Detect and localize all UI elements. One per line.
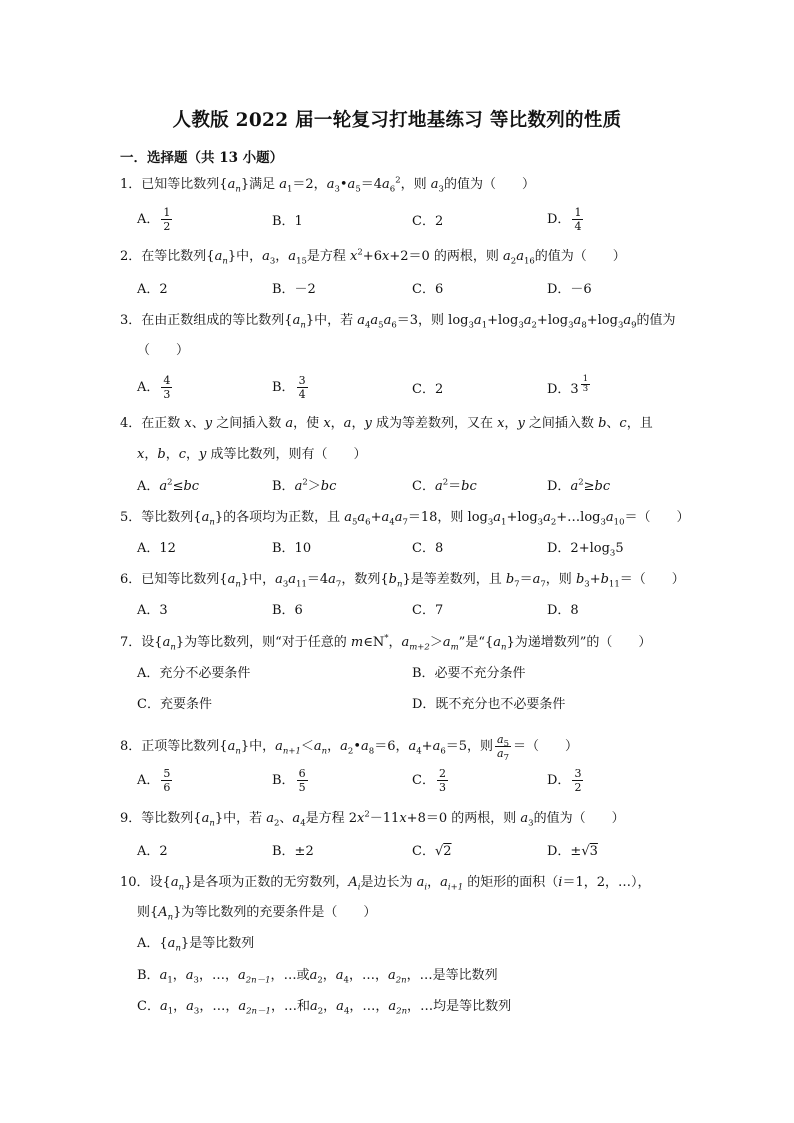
- q4-option-c: C．$a^2=bc$: [412, 477, 477, 494]
- q4-option-a: A．$a^2\le bc$: [137, 477, 200, 494]
- q9-option-a: A．2: [137, 844, 168, 859]
- question-3: 3．在由正数组成的等比数列$\{a_n\}$中，若 $a_4a_5a_6=3$，则 $\log_3a_1+\log_3a_2+\log_3a_8+\log_3a_9$的值为: [120, 313, 676, 331]
- q2-option-a: A．2: [137, 282, 168, 297]
- q1-option-b: B．1: [272, 214, 303, 229]
- q8-option-c: C． $\frac{2}{3}$: [412, 767, 446, 794]
- q5-option-b: B．10: [272, 541, 312, 556]
- q2-option-c: C．6: [412, 282, 444, 297]
- q7-option-c: C．充要条件: [137, 697, 212, 712]
- q5-option-d: D．$2+\log_35$: [547, 541, 624, 559]
- question-10-cont: 则$\{A_n\}$为等比数列的充要条件是（ ）: [137, 905, 377, 923]
- question-9: 9．等比数列$\{a_n\}$中，若 $a_2$、$a_4$是方程 $2x^2-11x+8=0$ 的两根，则 $a_3$的值为（ ）: [120, 809, 625, 829]
- q10-option-a: A．$\{a_n\}$是等比数列: [137, 936, 255, 954]
- q3-option-b: B． $\frac{3}{4}$: [272, 374, 306, 401]
- q7-option-d: D．既不充分也不必要条件: [412, 697, 566, 712]
- q4-option-b: B．$a^2>bc$: [272, 477, 337, 494]
- q6-option-b: B．6: [272, 603, 303, 618]
- q8-option-b: B． $\frac{6}{5}$: [272, 767, 306, 794]
- q1-option-a: A． $\frac{1}{2}$: [137, 206, 171, 233]
- q9-option-d: D．±√3: [547, 844, 598, 859]
- q10-option-c: C．$a_1$，$a_3$，…，$a_{2n-1}$，…和$a_2$，$a_4$，…，$a_{2n}$，…均是等比数列: [137, 999, 512, 1017]
- q6-option-a: A．3: [137, 603, 168, 618]
- question-2: 2．在等比数列$\{a_n\}$中，$a_3$，$a_{15}$是方程 $x^2+6x+2=0$ 的两根，则 $a_2a_{16}$的值为（ ）: [120, 247, 626, 267]
- q1-option-d: D． $\frac{1}{4}$: [547, 206, 582, 233]
- question-1: 1．已知等比数列$\{a_n\}$满足 $a_1=2$，$a_3•a_5=4a_6^2$，则 $a_3$的值为（ ）: [120, 175, 535, 195]
- page-title: 人教版 2022 届一轮复习打地基练习 等比数列的性质: [172, 110, 622, 131]
- question-5: 5．等比数列$\{a_n\}$的各项均为正数，且 $a_5a_6+a_4a_7=18$，则 $\log_3a_1+\log_3a_2+\dots\log_3a_{10}=$（ ）: [120, 510, 690, 528]
- q9-option-c: C．√2: [412, 844, 452, 859]
- q6-option-d: D．8: [547, 603, 579, 618]
- q8-option-a: A． $\frac{5}{6}$: [137, 767, 171, 794]
- q10-option-b: B．$a_1$，$a_3$，…，$a_{2n-1}$，…或$a_2$，$a_4$，…，$a_{2n}$，…是等比数列: [137, 968, 498, 986]
- q2-option-d: D．－6: [547, 282, 592, 297]
- q5-option-c: C．8: [412, 541, 444, 556]
- question-4: 4．在正数 x、y 之间插入数 a，使 x，a，y 成为等差数列，又在 x，y 之间插入数 b、c，且: [120, 416, 653, 431]
- question-8: 8．正项等比数列$\{a_n\}$中，$a_{n+1}<a_n$，$a_2•a_8=6$，$a_4+a_6=5$，则 $\frac{a_5}{a_7}$ ＝（ ）: [120, 733, 579, 764]
- question-7: 7．设$\{a_n\}$为等比数列，则“对于任意的 m∈N*，$a_{m+2}>a_m$”是“$\{a_n\}$为递增数列”的（ ）: [120, 633, 652, 653]
- q7-option-b: B．必要不充分条件: [412, 666, 526, 681]
- q8-option-d: D． $\frac{3}{2}$: [547, 767, 582, 794]
- question-6: 6．已知等比数列$\{a_n\}$中，$a_3a_{11}=4a_7$，数列$\{b_n\}$是等差数列，且 $b_7=a_7$，则 $b_3+b_{11}=$（ ）: [120, 572, 685, 590]
- q2-option-b: B．－2: [272, 282, 316, 297]
- q3-option-d: D．3 $\frac{1}{3}$: [547, 374, 589, 397]
- q3-option-c: C．2: [412, 382, 444, 397]
- q7-option-a: A．充分不必要条件: [137, 666, 251, 681]
- question-10: 10．设$\{a_n\}$是各项为正数的无穷数列，$A_i$是边长为 $a_i$，$a_{i+1}$ 的矩形的面积（i＝1，2，…），: [120, 875, 651, 893]
- section-heading: 一．选择题（共 13 小题）: [120, 150, 284, 166]
- q6-option-c: C．7: [412, 603, 444, 618]
- q1-option-c: C．2: [412, 214, 444, 229]
- question-4-cont: x，b，c，y 成等比数列，则有（ ）: [137, 447, 367, 462]
- q3-option-a: A． $\frac{4}{3}$: [137, 374, 171, 401]
- question-3-cont: （ ）: [137, 343, 190, 358]
- q4-option-d: D．$a^2\ge bc$: [547, 477, 611, 494]
- q5-option-a: A．12: [137, 541, 176, 556]
- q9-option-b: B．±2: [272, 844, 314, 859]
